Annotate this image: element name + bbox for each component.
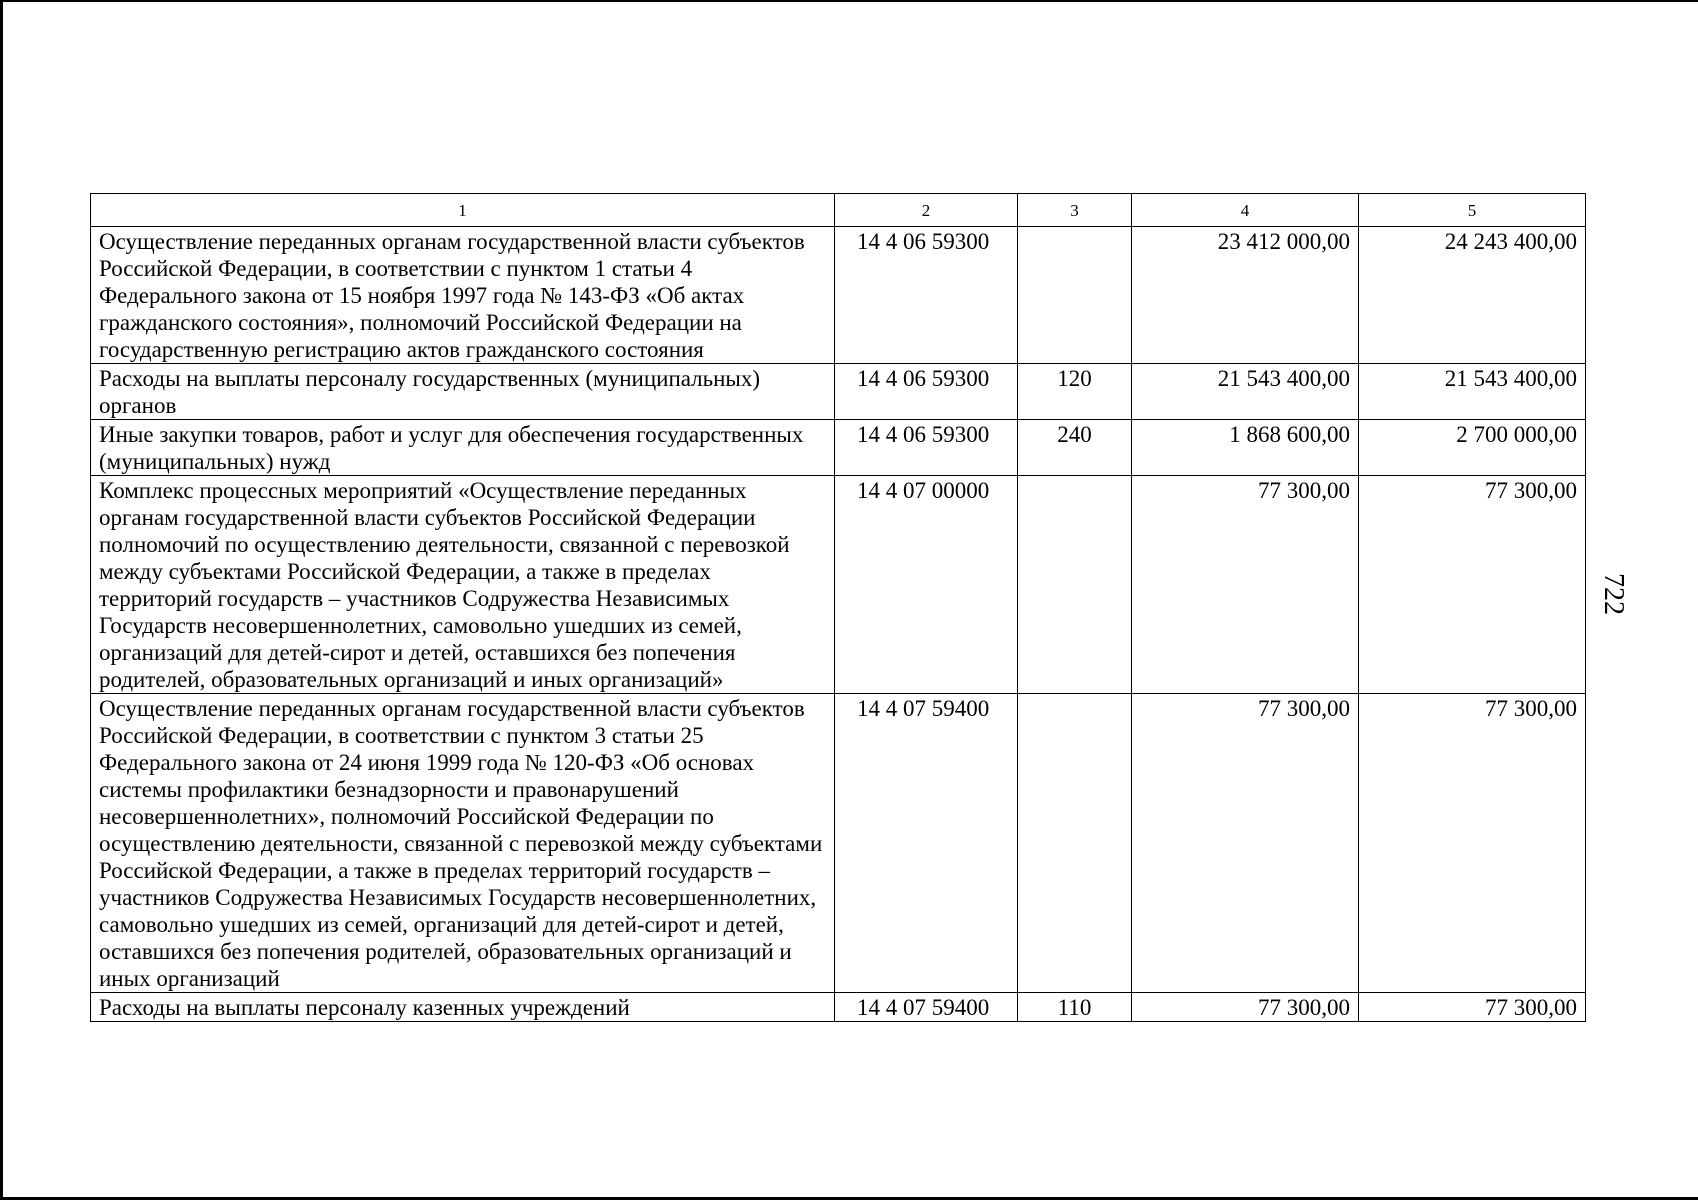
row-type-cell: 110 [1018,993,1132,1022]
row-type-cell: 240 [1018,420,1132,476]
row-type-cell [1018,227,1132,364]
row-name-cell: Комплекс процессных мероприятий «Осуществление переданных органам государственной власти субъектов Российской Федерации полномочий по осуществлению деятельности, связанной с перевозкой между субъектами Российской Федерации, а также в пределах территорий государств – участников Содружества Независимых Государств несовершеннолетних, самовольно ушедших из семей, организаций для детей-сирот и детей, оставшихся без попечения родителей, образовательных организаций и иных организаций» [91,476,835,694]
row-value-2-cell: 77 300,00 [1359,476,1586,694]
table-row [91,694,1586,993]
row-name-cell: Осуществление переданных органам государственной власти субъектов Российской Федерации, в соответствии с пунктом 1 статьи 4 Федерального закона от 15 ноября 1997 года № 143-ФЗ «Об актах гражданского состояния», полномочий Российской Федерации на государственную регистрацию актов гражданского состояния [91,227,835,364]
page-number: 722 [1598,573,1629,615]
row-code-cell: 14 4 07 00000 [835,476,1018,694]
table-row [91,227,1586,364]
header-cell-name: 1 [91,194,835,227]
row-name-cell: Иные закупки товаров, работ и услуг для обеспечения государственных (муниципальных) нужд [91,420,835,476]
row-value-2-cell: 24 243 400,00 [1359,227,1586,364]
row-type-cell [1018,476,1132,694]
header-cell-code: 2 [835,194,1018,227]
row-value-2-cell: 2 700 000,00 [1359,420,1586,476]
header-cell-type: 3 [1018,194,1132,227]
header-cell-value-1: 4 [1132,194,1359,227]
row-name-cell: Расходы на выплаты персоналу казенных учреждений [91,993,835,1022]
scan-top-border [0,0,1698,2]
header-cell-value-2: 5 [1359,194,1586,227]
row-value-1-cell: 23 412 000,00 [1132,227,1359,364]
row-code-cell: 14 4 06 59300 [835,227,1018,364]
row-value-1-cell: 77 300,00 [1132,694,1359,993]
row-value-2-cell: 77 300,00 [1359,694,1586,993]
row-value-2-cell: 21 543 400,00 [1359,364,1586,420]
row-name-cell: Расходы на выплаты персоналу государственных (муниципальных) органов [91,364,835,420]
row-value-1-cell: 21 543 400,00 [1132,364,1359,420]
row-code-cell: 14 4 06 59300 [835,364,1018,420]
table-row [91,420,1586,476]
table-row [91,476,1586,694]
row-value-1-cell: 77 300,00 [1132,993,1359,1022]
row-code-cell: 14 4 07 59400 [835,993,1018,1022]
row-code-cell: 14 4 07 59400 [835,694,1018,993]
budget-table [90,193,1586,1022]
scan-left-border [0,0,3,1200]
table-row [91,364,1586,420]
table-header-row [91,194,1586,227]
row-type-cell [1018,694,1132,993]
row-value-2-cell: 77 300,00 [1359,993,1586,1022]
row-value-1-cell: 1 868 600,00 [1132,420,1359,476]
row-type-cell: 120 [1018,364,1132,420]
row-code-cell: 14 4 06 59300 [835,420,1018,476]
table-row [91,993,1586,1022]
row-value-1-cell: 77 300,00 [1132,476,1359,694]
row-name-cell: Осуществление переданных органам государственной власти субъектов Российской Федерации, в соответствии с пунктом 3 статьи 25 Федерального закона от 24 июня 1999 года № 120-ФЗ «Об основах системы профилактики безнадзорности и правонарушений несовершеннолетних», полномочий Российской Федерации по осуществлению деятельности, связанной с перевозкой между субъектами Российской Федерации, а также в пределах территорий государств – участников Содружества Независимых Государств несовершеннолетних, самовольно ушедших из семей, организаций для детей-сирот и детей, оставшихся без попечения родителей, образовательных организаций и иных организаций [91,694,835,993]
